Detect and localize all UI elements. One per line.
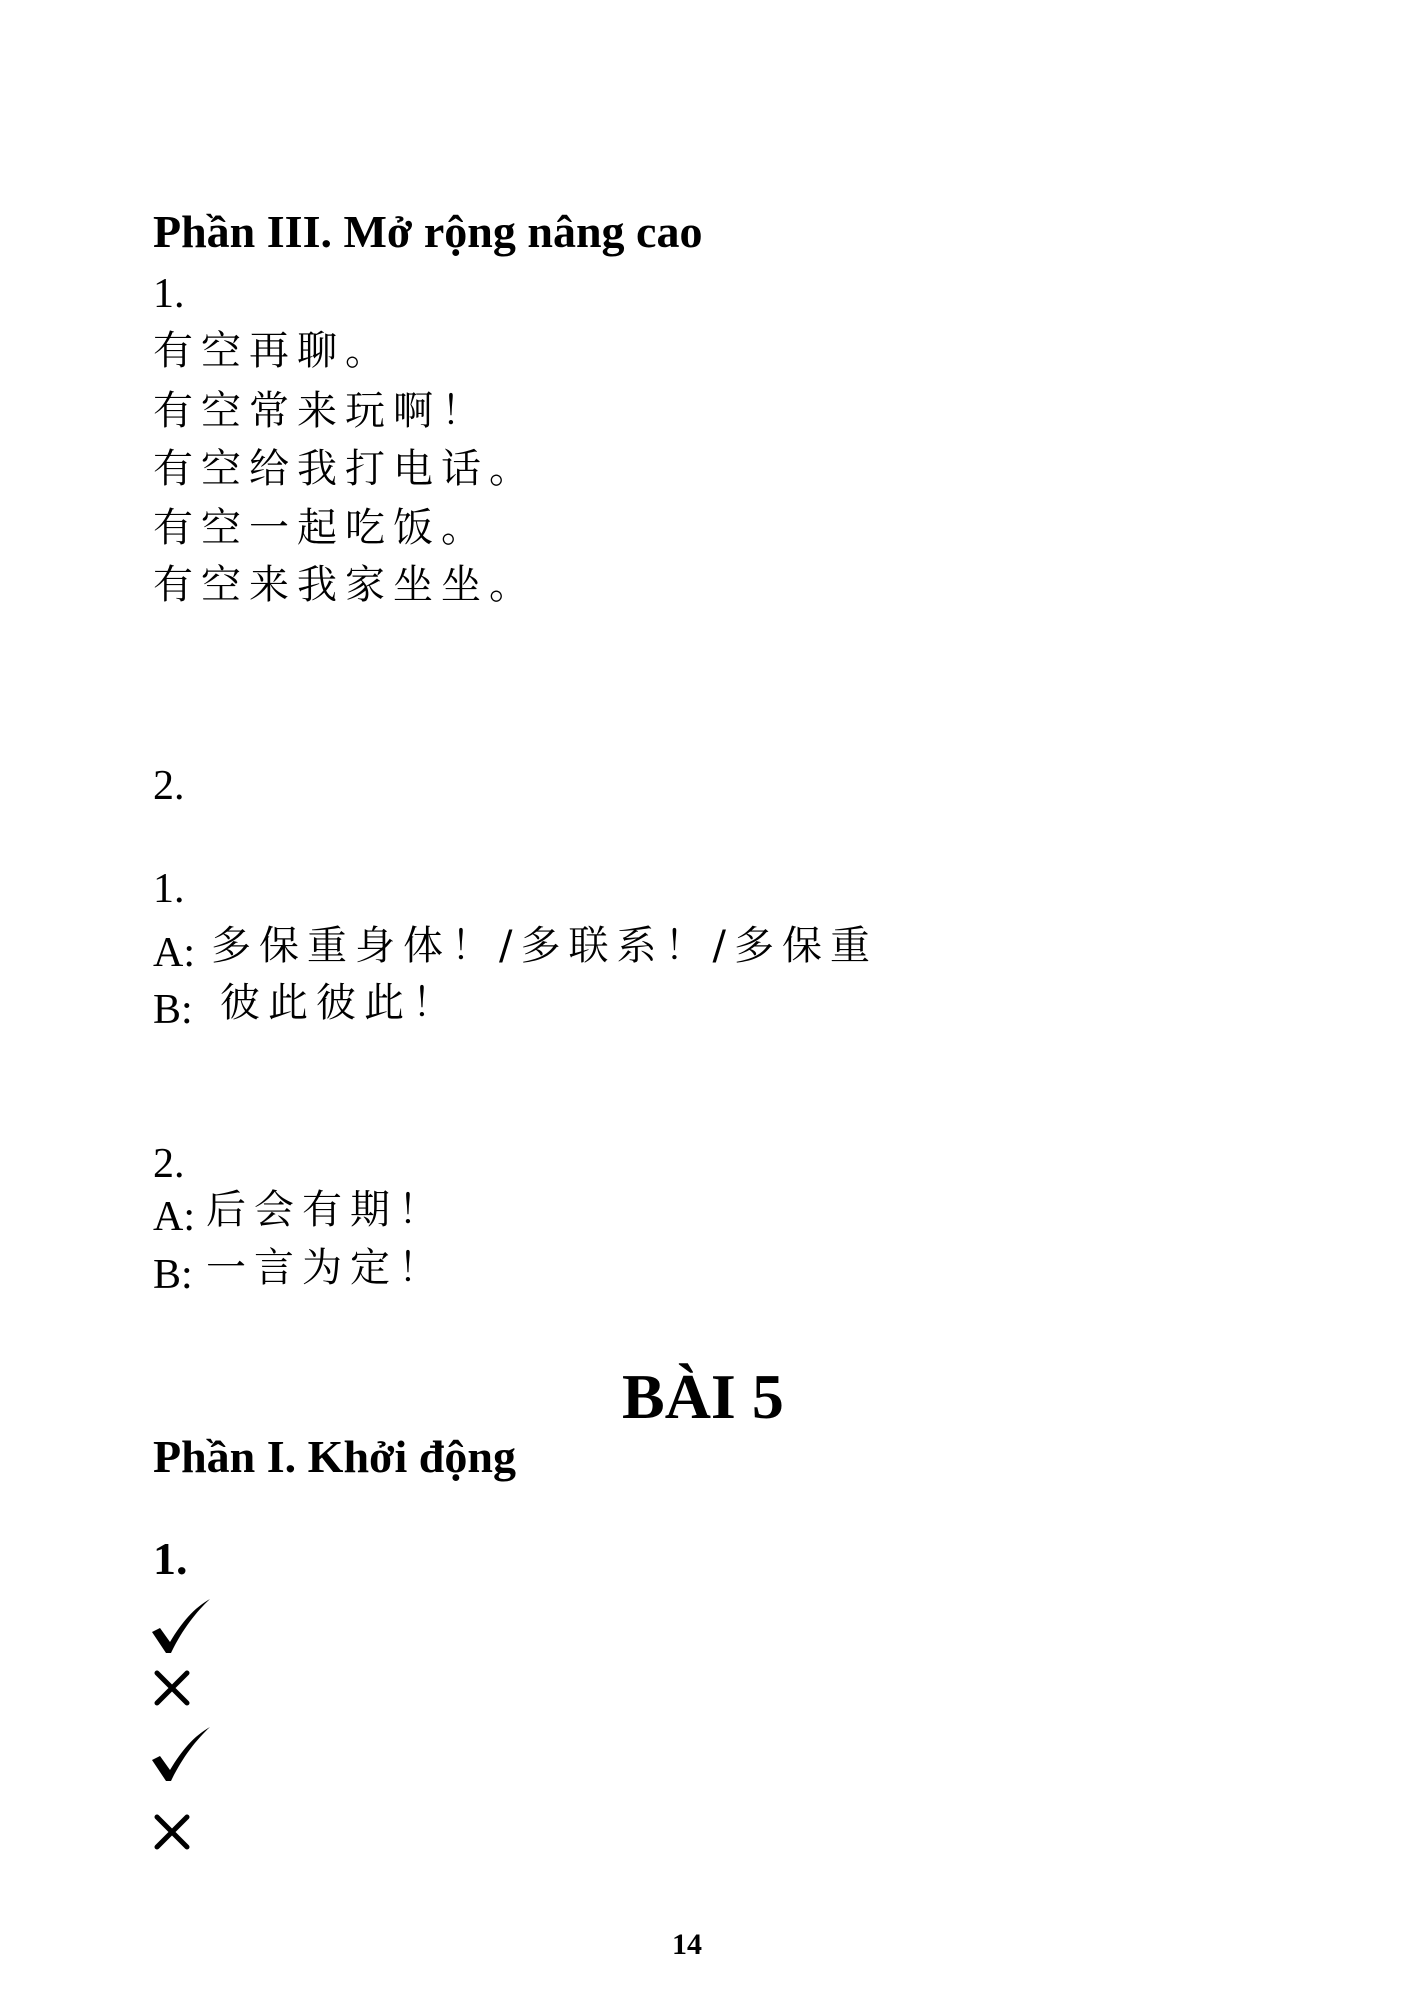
speaker-label: B: xyxy=(153,987,193,1033)
dialogue-line: 彼此彼此！ xyxy=(220,980,460,1026)
answer-line: 有空再聊。 xyxy=(153,328,393,374)
dialogue-number: 2. xyxy=(153,1141,185,1187)
cross-icon xyxy=(153,1813,191,1851)
dialogue-line: 多保重身体！/多联系！/多保重 xyxy=(211,923,878,969)
question-number: 1. xyxy=(153,1533,188,1584)
check-icon xyxy=(150,1598,212,1654)
dialogue-number: 1. xyxy=(153,866,185,912)
lesson-title: BÀI 5 xyxy=(622,1361,784,1432)
page-number: 14 xyxy=(672,1928,702,1961)
question-number: 2. xyxy=(153,763,185,809)
question-number: 1. xyxy=(153,271,185,317)
dialogue-line: 后会有期！ xyxy=(206,1187,446,1233)
dialogue-line: 一言为定！ xyxy=(206,1245,446,1291)
speaker-label: A: xyxy=(153,1194,195,1240)
cross-icon xyxy=(153,1669,191,1707)
speaker-label: B: xyxy=(153,1252,193,1298)
section-heading-part-3: Phần III. Mở rộng nâng cao xyxy=(153,206,703,257)
section-heading-part-1: Phần I. Khởi động xyxy=(153,1431,516,1482)
answer-line: 有空一起吃饭。 xyxy=(153,505,489,551)
answer-line: 有空常来玩啊！ xyxy=(153,388,489,434)
speaker-label: A: xyxy=(153,930,195,976)
answer-line: 有空给我打电话。 xyxy=(153,446,537,492)
check-icon xyxy=(150,1726,212,1782)
answer-line: 有空来我家坐坐。 xyxy=(153,562,537,608)
